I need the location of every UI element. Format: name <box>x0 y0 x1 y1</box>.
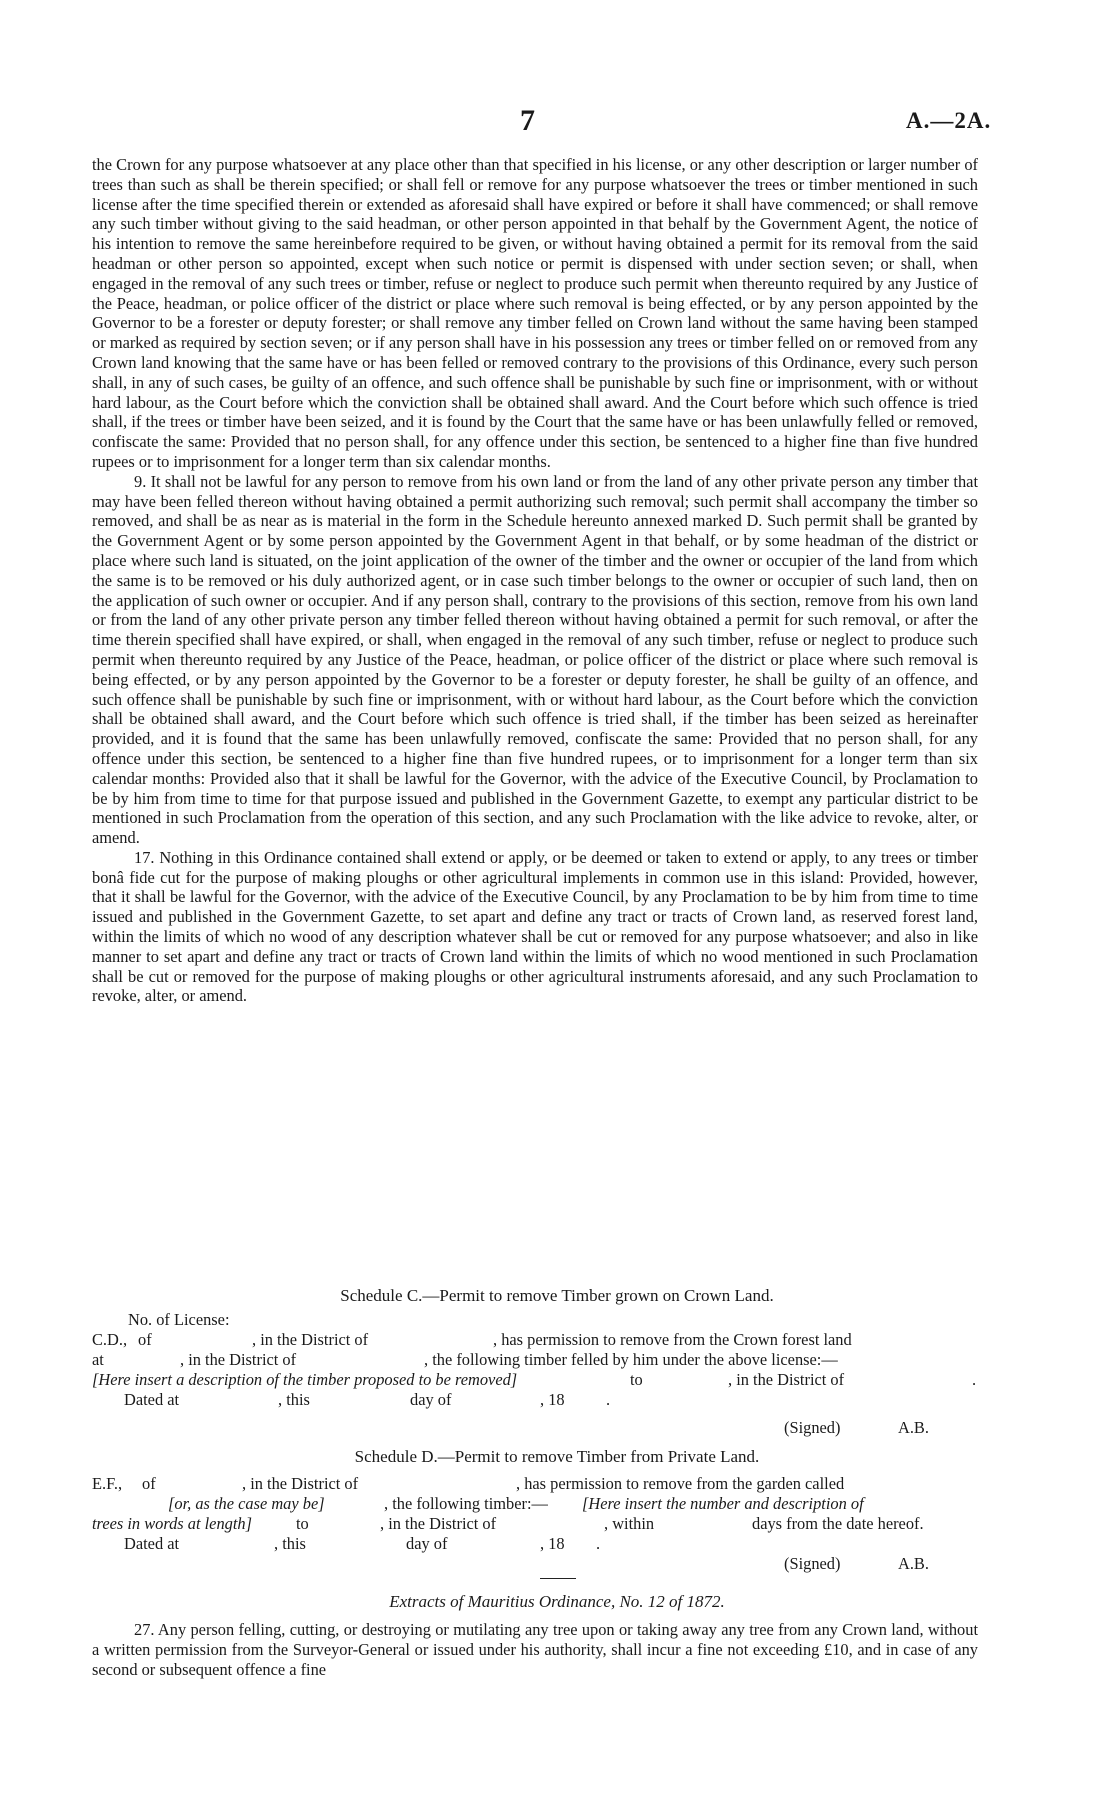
schedule-c-district-3: , in the District of <box>728 1370 845 1389</box>
schedule-c-to: to <box>630 1370 643 1389</box>
schedule-d-signed: (Signed) <box>784 1554 841 1573</box>
schedule-c-license: No. of License: <box>128 1310 230 1329</box>
schedule-c-at: at <box>92 1350 104 1369</box>
tail-text <box>92 1620 978 1679</box>
paragraph-section-17: 17. Nothing in this Ordinance contained shall extend or apply, or be deemed or taken to extend or apply, to any trees or timber bonâ fide cut for the purpose of making ploughs or other agricultural implements in common use in this island: Provided, however, that it shall be lawful for the Governor, with the advice of the Executive Council, by any Proclamation to be by him from time to time issued and published in the Government Gazette, to set apart and define any tract or tracts of Crown land, as reserved forest land, within the limits of which no wood of any description whatever shall be cut or removed for any purpose whatsoever; and also in like manner to set apart and define any tract or tracts of Crown land within the limits of which no wood mentioned in such Proclamation shall be cut or removed for the purpose of making ploughs or other agricultural instruments aforesaid, and any such Proclamation to revoke, alter, or amend. <box>92 847 978 1006</box>
schedule-d-of: of <box>142 1474 156 1493</box>
schedule-d-to: to <box>296 1514 309 1533</box>
schedule-c-signed: (Signed) <box>784 1418 841 1437</box>
schedule-d-day-of: day of <box>406 1534 448 1553</box>
schedule-d-title: Schedule D.—Permit to remove Timber from Private Land. <box>354 1447 760 1466</box>
schedule-d-insert: [Here insert the number and description of <box>582 1494 864 1513</box>
schedule-d-ef: E.F., <box>92 1474 123 1493</box>
schedule-c-this: , this <box>278 1390 310 1409</box>
schedule-d-permission: , has permission to remove from the garden called <box>516 1474 845 1493</box>
schedule-d-trees-words: trees in words at length] <box>92 1514 252 1533</box>
schedule-d-days-from: days from the date hereof. <box>752 1514 924 1533</box>
schedule-c-cd: C.D., <box>92 1330 128 1349</box>
body-text <box>92 155 978 1006</box>
extract-title: Extracts of Mauritius Ordinance, No. 12 of 1872. <box>389 1592 725 1611</box>
document-reference: A.—2A. <box>906 108 992 133</box>
page-number: 7 <box>520 104 535 137</box>
schedule-d-district: , in the District of <box>242 1474 359 1493</box>
paragraph-section-27: 27. Any person felling, cutting, or destroying or mutilating any tree upon or taking away any tree from any Crown land, without a written permission from the Surveyor-General or issued under his authority, shall incur a fine not exceeding £10, and in case of any second or subsequent offence a fine <box>92 1620 978 1679</box>
schedule-c-year-dot: . <box>606 1390 611 1409</box>
schedule-d-year: , 18 <box>540 1534 565 1553</box>
schedule-c-period: . <box>972 1370 977 1389</box>
schedule-d-district-2: , in the District of <box>380 1514 497 1533</box>
schedule-c-district-2: , in the District of <box>180 1350 297 1369</box>
schedule-d-dated-at: Dated at <box>124 1534 180 1553</box>
paragraph-section-9: 9. It shall not be lawful for any person to remove from his own land or from the land of any other private person any timber that may have been felled thereon without having obtained a permit authorizing such removal; such permit shall accompany the timber so removed, and shall be as near as is material in the form in the Schedule hereunto annexed marked D. Such permit shall be granted by the Government Agent or by some person appointed by the Government Agent in that behalf, or by some headman of the district or place where such land is situated, on the joint application of the owner of the timber and the owner or occupier of the land from which the same is to be removed or his duly authorized agent, or in case such timber belongs to the owner or occupier of such land, then on the application of such owner or occupier. And if any person shall, contrary to the provisions of this section, remove from his own land or from the land of any other private person any timber felled thereon without having obtained a permit for such removal, or after the time therein specified shall have expired, or shall, when engaged in the removal of any such timber, refuse or neglect to produce such permit when thereunto required by any Justice of the Peace, headman, or police officer of the district or place where such removal is being effected, or by any person appointed by the Governor to be a forester or deputy forester, he shall be guilty of an offence, and such offence shall be punishable by such fine or imprisonment, with or without hard labour, as the Court before which the conviction shall be obtained shall award, and the Court before which such offence is tried shall, if the timber has been seized as hereinafter provided, and it is found that the same has been unlawfully removed, confiscate the same: Provided that no person shall, for any offence under this section, be sentenced to a higher fine than five hundred rupees, or to imprisonment for a longer term than six calendar months: Provided also that it shall be lawful for the Governor, with the advice of the Executive Council, by Proclamation to be by him from time to time for that purpose issued and published in the Government Gazette, to exempt any particular district to be mentioned in such Proclamation from the operation of this section, and any such Proclamation with the like advice to revoke, alter, or amend. <box>92 471 978 848</box>
schedule-d-or-case: [or, as the case may be] <box>168 1494 325 1513</box>
section-divider <box>540 1578 576 1579</box>
schedule-c-year: , 18 <box>540 1390 565 1409</box>
schedule-c-signatory: A.B. <box>898 1418 929 1437</box>
schedule-c-insert: [Here insert a description of the timber proposed to be removed] <box>92 1370 518 1389</box>
schedule-c-permission: , has permission to remove from the Crown forest land <box>493 1330 852 1349</box>
schedule-d-following: , the following timber:— <box>384 1494 548 1513</box>
schedule-c-title: Schedule C.—Permit to remove Timber grown on Crown Land. <box>340 1286 774 1305</box>
schedule-d-within: , within <box>604 1514 655 1533</box>
schedule-d-signatory: A.B. <box>898 1554 929 1573</box>
schedule-d-year-dot: . <box>596 1534 601 1553</box>
schedule-c-dated-at: Dated at <box>124 1390 180 1409</box>
schedule-d-this: , this <box>274 1534 306 1553</box>
schedule-c-district: , in the District of <box>252 1330 369 1349</box>
schedule-c-of: of <box>138 1330 152 1349</box>
paragraph-continuation: the Crown for any purpose whatsoever at any place other than that specified in his license, or any other description or larger number of trees than such as shall be therein specified; or shall fell or remove for any purpose whatsoever the trees or timber mentioned in such license after the time specified therein or extended as aforesaid shall have expired or before it shall have commenced; or shall remove any such timber without giving to the said headman, or other person appointed in that behalf by the Government Agent, the notice of his intention to remove the same hereinbefore required to be given, or without having obtained a permit for its removal from the said headman or other person so appointed, except when such notice or permit is dispensed with under section seven; or shall, when engaged in the removal of any such trees or timber, refuse or neglect to produce such permit when thereunto required by any Justice of the Peace, headman, or police officer of the district or place where such removal is being effected, or by any person appointed by the Governor to be a forester or deputy forester; or shall remove any timber felled on Crown land without the same having been stamped or marked as required by section seven; or if any person shall have in his possession any trees or timber felled on or removed from any Crown land knowing that the same have or has been felled or removed contrary to the provisions of this Ordinance, every such person shall, in any of such cases, be guilty of an offence, and such offence shall be punishable by such fine or imprisonment, with or without hard labour, as the Court before which the conviction shall be obtained shall award. And the Court before which such offence is tried shall, if the trees or timber have been seized, and it is found by the Court that the same have or has been unlawfully felled or removed, confiscate the same: Provided that no person shall, for any offence under this section, be sentenced to a higher fine than five hundred rupees or to imprisonment for a longer term than six calendar months. <box>92 155 978 471</box>
schedule-c-day-of: day of <box>410 1390 452 1409</box>
schedule-c-following: , the following timber felled by him under the above license:— <box>424 1350 838 1369</box>
